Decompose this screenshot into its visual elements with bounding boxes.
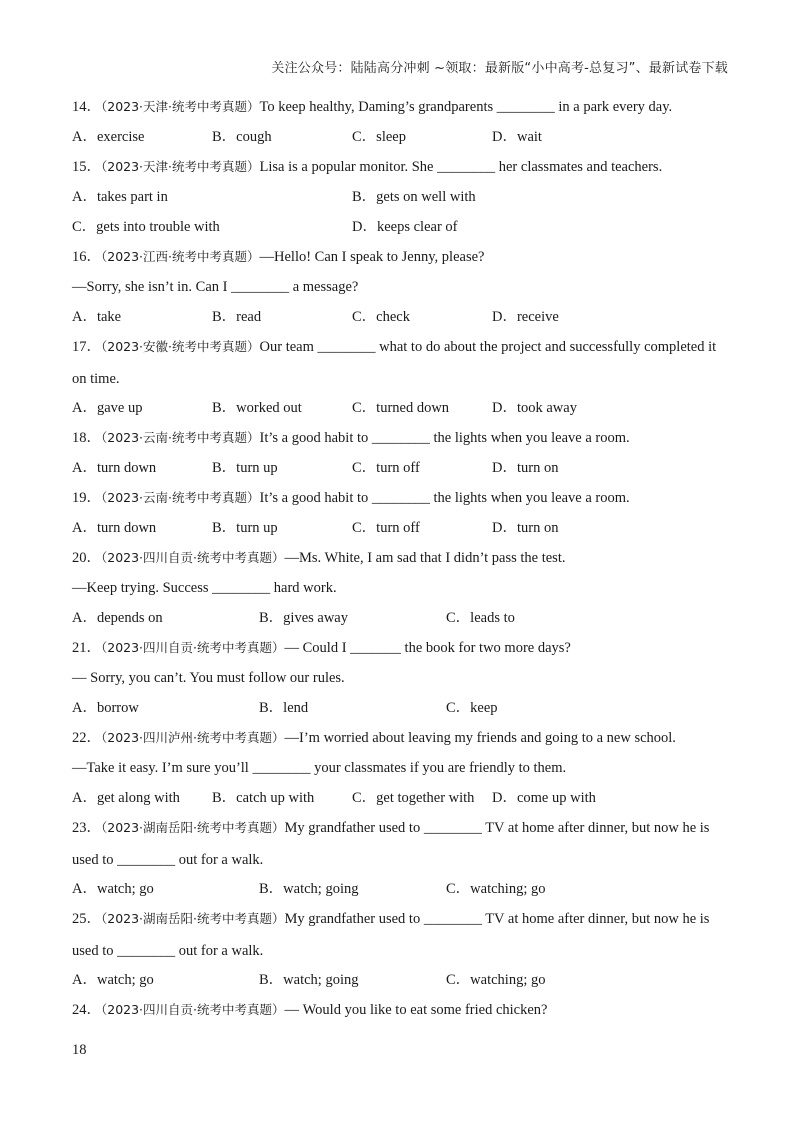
option-a: A．take [72, 309, 122, 325]
options-20 [72, 609, 732, 627]
option-a: A．watch; go [72, 881, 154, 897]
option-c: C．turn off [352, 520, 420, 536]
question-list [72, 98, 732, 1031]
option-b: B．lend [259, 700, 309, 716]
option-b: B．turn up [212, 520, 278, 536]
option-b: B．turn up [212, 460, 278, 476]
options-22 [72, 789, 732, 807]
options-15-row1 [72, 188, 732, 206]
options-16 [72, 308, 732, 326]
question-20: 20．（2023·四川自贡·统考中考真题）—Ms. White, I am sad that I didn’t pass the test. [72, 550, 566, 566]
option-c: C．watching; go [446, 881, 546, 897]
option-c: C．get together with [352, 790, 475, 806]
option-b: B．gives away [259, 610, 348, 626]
question-16: 16．（2023·江西·统考中考真题）—Hello! Can I speak to Jenny, please? [72, 249, 485, 265]
option-c: C．leads to [446, 610, 515, 626]
option-a: A．turn down [72, 460, 157, 476]
option-b: B．cough [212, 129, 272, 145]
option-a: A．borrow [72, 700, 139, 716]
question-24: 24．（2023·四川自贡·统考中考真题）— Would you like to eat some fried chicken? [72, 1002, 548, 1018]
question-21: 21．（2023·四川自贡·统考中考真题）— Could I _______ the book for two more days? [72, 640, 571, 656]
question-17: 17．（2023·安徽·统考中考真题）Our team ________ what to do about the project and successfully completed it on time. [72, 339, 717, 387]
option-d: D．turn on [492, 520, 559, 536]
option-a: A．takes part in [72, 189, 168, 205]
option-b: B．gets on well with [352, 189, 476, 205]
question-18: 18．（2023·云南·统考中考真题）It’s a good habit to ________ the lights when you leave a room. [72, 430, 630, 446]
question-20-line2: —Keep trying. Success ________ hard work. [72, 580, 337, 596]
question-25: 25．（2023·湖南岳阳·统考中考真题）My grandfather used to ________ TV at home after dinner, but now he is used to ________ out for a walk. [72, 911, 710, 959]
question-19: 19．（2023·云南·统考中考真题）It’s a good habit to ________ the lights when you leave a room. [72, 490, 630, 506]
option-d: D．took away [492, 400, 577, 416]
option-d: D．come up with [492, 790, 596, 806]
options-14 [72, 128, 732, 146]
question-14: 14．（2023·天津·统考中考真题）To keep healthy, Daming’s grandparents ________ in a park every day. [72, 99, 673, 115]
options-23 [72, 880, 732, 898]
question-23: 23．（2023·湖南岳阳·统考中考真题）My grandfather used to ________ TV at home after dinner, but now he is used to ________ out for a walk. [72, 820, 710, 868]
option-b: B．watch; going [259, 972, 359, 988]
option-a: A．watch; go [72, 972, 154, 988]
option-c: C．check [352, 309, 410, 325]
option-c: C．sleep [352, 129, 406, 145]
option-c: C．turn off [352, 460, 420, 476]
option-c: C．gets into trouble with [72, 219, 220, 235]
option-d: D．receive [492, 309, 559, 325]
question-16-line2: —Sorry, she isn’t in. Can I ________ a message? [72, 279, 359, 295]
option-c: C．watching; go [446, 972, 546, 988]
page-header: 关注公众号：陆陆高分冲刺 ~领取：最新版“小中高考-总复习”、最新试卷下载 [271, 61, 728, 76]
page-number: 18 [72, 1042, 87, 1058]
options-15-row2 [72, 218, 732, 236]
options-17 [72, 399, 732, 417]
question-22-line2: —Take it easy. I’m sure you’ll ________ your classmates if you are friendly to them. [72, 760, 567, 776]
question-21-line2: — Sorry, you can’t. You must follow our rules. [72, 670, 345, 686]
options-21 [72, 699, 732, 717]
options-18 [72, 459, 732, 477]
option-c: C．turned down [352, 400, 450, 416]
option-d: D．wait [492, 129, 542, 145]
options-25 [72, 971, 732, 989]
option-d: D．turn on [492, 460, 559, 476]
option-a: A．gave up [72, 400, 143, 416]
question-15: 15．（2023·天津·统考中考真题）Lisa is a popular monitor. She ________ her classmates and teachers. [72, 159, 663, 175]
option-b: B．worked out [212, 400, 302, 416]
option-b: B．read [212, 309, 262, 325]
option-a: A．exercise [72, 129, 145, 145]
option-a: A．turn down [72, 520, 157, 536]
question-22: 22．（2023·四川泸州·统考中考真题）—I’m worried about leaving my friends and going to a new school. [72, 730, 676, 746]
option-a: A．depends on [72, 610, 163, 626]
option-d: D．keeps clear of [352, 219, 458, 235]
option-b: B．watch; going [259, 881, 359, 897]
options-19 [72, 519, 732, 537]
option-a: A．get along with [72, 790, 180, 806]
option-c: C．keep [446, 700, 498, 716]
option-b: B．catch up with [212, 790, 315, 806]
